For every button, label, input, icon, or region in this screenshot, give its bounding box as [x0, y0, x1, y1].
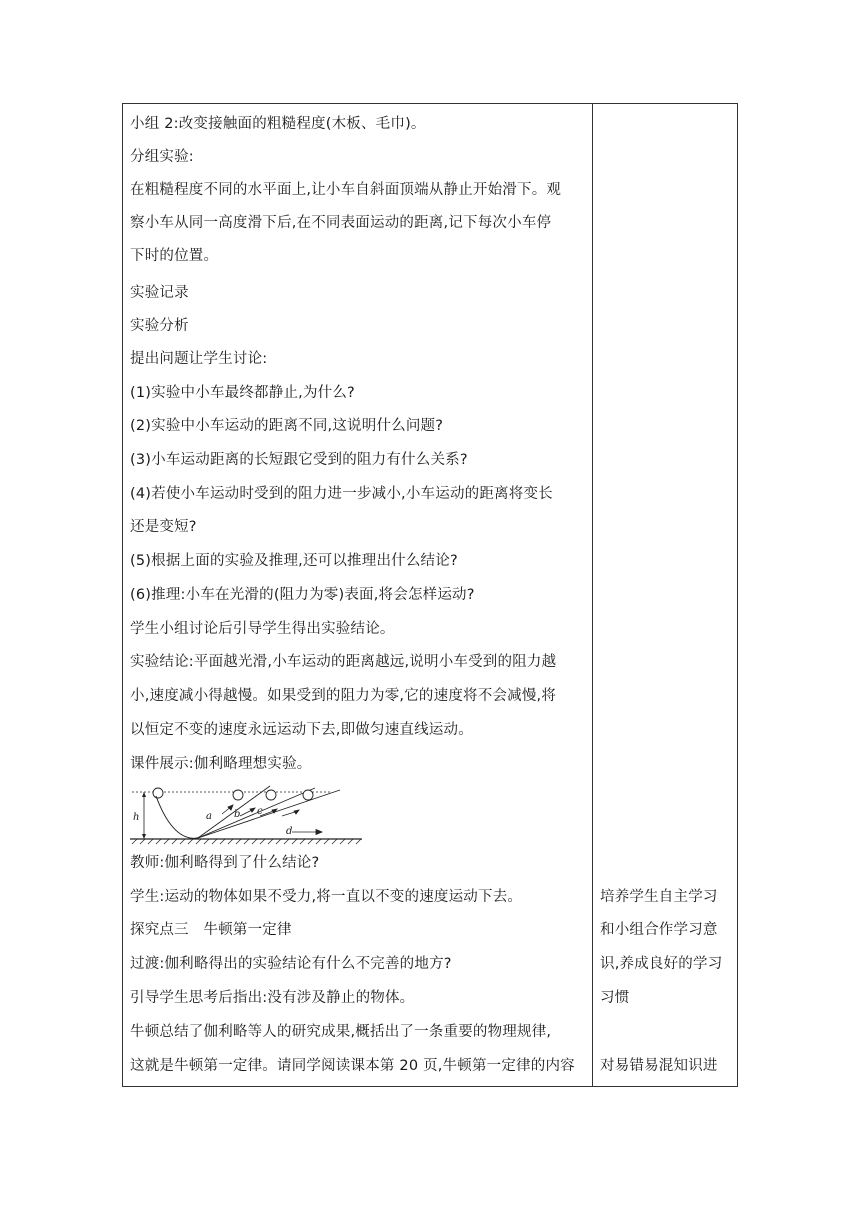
- remark-line: 培养学生自主学习: [600, 889, 718, 905]
- text-line: 小,速度减小得越慢。如果受到的阻力为零,它的速度将不会减慢,将: [130, 688, 557, 704]
- label-b: b: [234, 809, 241, 820]
- height-arrow-bottom: [142, 834, 146, 839]
- text-line: 牛顿总结了伽利略等人的研究成果,概括出了一条重要的物理规律,: [130, 1024, 552, 1040]
- text-line: (5)根据上面的实验及推理,还可以推理出什么结论?: [130, 553, 458, 569]
- text-line: 学生小组讨论后引导学生得出实验结论。: [130, 621, 395, 637]
- text-line: 这就是牛顿第一定律。请同学阅读课本第 20 页,牛顿第一定律的内容: [130, 1058, 575, 1074]
- remark-line: 对易错易混知识进: [600, 1058, 718, 1074]
- height-arrow-top: [142, 792, 146, 797]
- label-a: a: [206, 811, 212, 822]
- remark-line: 习惯: [600, 990, 630, 1006]
- text-line: 提出问题让学生讨论:: [130, 351, 268, 367]
- ball-c: [303, 790, 313, 800]
- text-line: 课件展示:伽利略理想实验。: [130, 756, 312, 772]
- remark-line: 识,养成良好的学习: [600, 956, 723, 972]
- text-line: 实验结论:平面越光滑,小车运动的距离越远,说明小车受到的阻力越: [130, 654, 557, 670]
- text-line: (6)推理:小车在光滑的(阻力为零)表面,将会怎样运动?: [130, 587, 475, 603]
- ball-a: [233, 790, 243, 800]
- text-line: (1)实验中小车最终都静止,为什么?: [130, 385, 355, 401]
- text-line: 实验分析: [130, 318, 189, 334]
- text-line: 小组 2:改变接触面的粗糙程度(木板、毛巾)。: [130, 116, 426, 132]
- label-c: c: [257, 806, 263, 817]
- text-line: 还是变短?: [130, 519, 197, 535]
- descent-curve: [156, 796, 200, 838]
- text-line: 实验记录: [130, 285, 189, 301]
- text-line: 学生:运动的物体如果不受力,将一直以不变的速度运动下去。: [130, 889, 523, 905]
- text-line: 引导学生思考后指出:没有涉及静止的物体。: [130, 990, 415, 1006]
- section-heading: 探究点三 牛顿第一定律: [130, 922, 292, 938]
- text-line: (3)小车运动距离的长短跟它受到的阻力有什么关系?: [130, 452, 468, 468]
- ball-start: [153, 788, 163, 798]
- text-line: 在粗糙程度不同的水平面上,让小车自斜面顶端从静止开始滑下。观: [130, 182, 562, 198]
- remark-line: 和小组合作学习意: [600, 922, 718, 938]
- label-d: d: [286, 826, 293, 837]
- ground-hatching: [132, 839, 361, 844]
- text-line: 察小车从同一高度滑下后,在不同表面运动的距离,记下每次小车停: [130, 215, 552, 231]
- galileo-experiment-diagram: [130, 782, 365, 848]
- text-line: (2)实验中小车运动的距离不同,这说明什么问题?: [130, 418, 444, 434]
- ball-b: [266, 790, 276, 800]
- text-line: 分组实验:: [130, 149, 194, 165]
- label-h: h: [133, 812, 140, 823]
- text-line: 以恒定不变的速度永远运动下去,即做匀速直线运动。: [130, 722, 473, 738]
- text-line: 下时的位置。: [130, 248, 219, 264]
- text-line: (4)若使小车运动时受到的阻力进一步减小,小车运动的距离将变长: [130, 486, 553, 502]
- column-divider: [592, 104, 593, 1086]
- text-line: 过渡:伽利略得出的实验结论有什么不完善的地方?: [130, 956, 452, 972]
- text-line: 教师:伽利略得到了什么结论?: [130, 855, 320, 871]
